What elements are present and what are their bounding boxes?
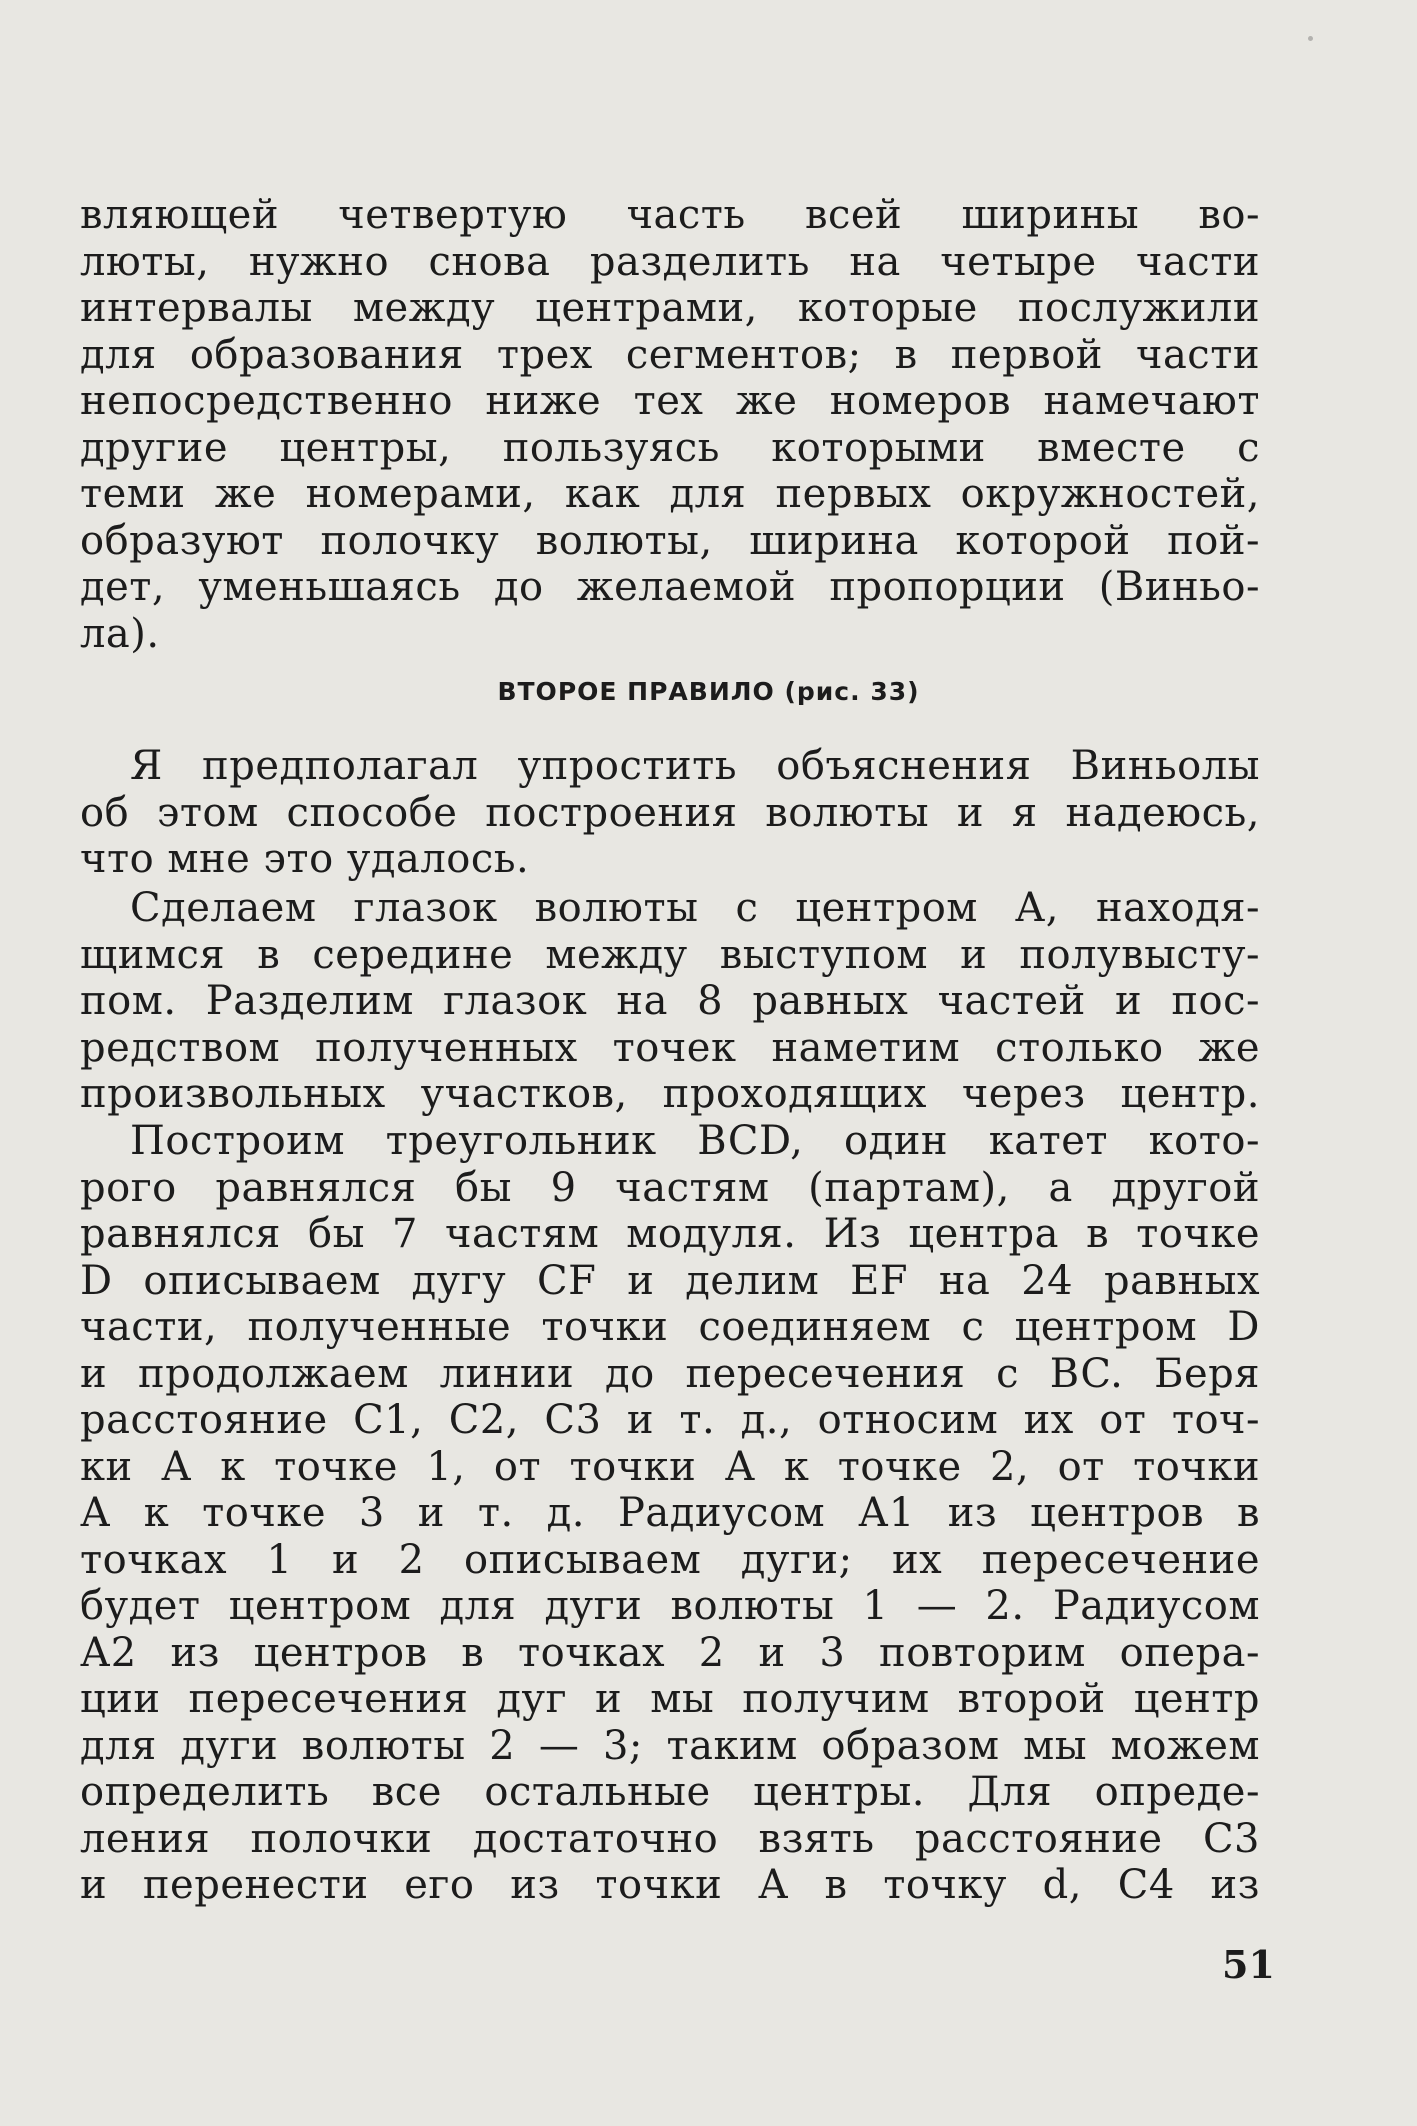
paper-speck: [1308, 36, 1313, 41]
text-line: расстояние C1, C2, C3 и т. д., относим их от точ-: [80, 1397, 1260, 1443]
text-line: пом. Разделим глазок на 8 равных частей и пос-: [80, 978, 1260, 1024]
text-line: Сделаем глазок волюты с центром А, находя-: [130, 885, 1260, 931]
text-line: об этом способе построения волюты и я надеюсь,: [80, 789, 1260, 836]
text-line: что мне это удалось.: [80, 836, 530, 882]
text-line: А к точке 3 и т. д. Радиусом А1 из центров в: [80, 1490, 1260, 1536]
text-line: образуют полочку волюты, ширина которой пой-: [80, 517, 1260, 564]
text-line: ла).: [80, 610, 160, 657]
text-line: ки А к точке 1, от точки А к точке 2, от точки: [80, 1443, 1260, 1490]
text-line: равнялся бы 7 частям модуля. Из центра в точке: [80, 1211, 1260, 1257]
text-line: и продолжаем линии до пересечения с BC. Беря: [80, 1350, 1260, 1397]
text-line: определить все остальные центры. Для опреде-: [80, 1769, 1260, 1815]
paragraph-1: [80, 192, 1260, 657]
text-line: ции пересечения дуг и мы получим второй центр: [80, 1676, 1260, 1722]
text-line: для образования трех сегментов; в первой части: [80, 331, 1260, 378]
text-line: точках 1 и 2 описываем дуги; их пересечение: [80, 1536, 1260, 1583]
text-line: для дуги волюты 2 — 3; таким образом мы можем: [80, 1722, 1260, 1769]
text-line: и перенести его из точки А в точку d, С4 из: [80, 1862, 1260, 1908]
text-line: редством полученных точек наметим столько же: [80, 1024, 1260, 1071]
text-line: Построим треугольник BCD, один катет кото-: [130, 1118, 1260, 1164]
text-line: люты, нужно снова разделить на четыре части: [80, 238, 1260, 285]
text-line: А2 из центров в точках 2 и 3 повторим опера-: [80, 1629, 1260, 1676]
paragraph-2: [80, 743, 1260, 883]
text-line: части, полученные точки соединяем с центром D: [80, 1304, 1260, 1350]
paragraph-4: [80, 1118, 1260, 1909]
text-line: D описываем дугу CF и делим EF на 24 равных: [80, 1257, 1260, 1304]
text-line: другие центры, пользуясь которыми вместе с: [80, 424, 1260, 471]
text-line: ления полочки достаточно взять расстояние С3: [80, 1815, 1260, 1862]
paragraph-3: [80, 885, 1260, 1118]
text-line: Я предполагал упростить объяснения Виньолы: [130, 743, 1260, 789]
section-heading: ВТОРОЕ ПРАВИЛО (рис. 33): [497, 677, 920, 706]
text-line: будет центром для дуги волюты 1 — 2. Радиусом: [80, 1583, 1260, 1629]
text-line: рого равнялся бы 9 частям (партам), а другой: [80, 1164, 1260, 1211]
text-line: дет, уменьшаясь до желаемой пропорции (Виньо-: [80, 564, 1260, 610]
text-line: интервалы между центрами, которые послужили: [80, 285, 1260, 331]
text-line: непосредственно ниже тех же номеров намечают: [80, 378, 1260, 424]
text-line: произвольных участков, проходящих через центр.: [80, 1071, 1260, 1117]
text-line: щимся в середине между выступом и полувысту-: [80, 931, 1260, 978]
page-number: 51: [1222, 1942, 1275, 1987]
text-line: вляющей четвертую часть всей ширины во-: [80, 192, 1260, 238]
text-line: теми же номерами, как для первых окружностей,: [80, 471, 1260, 517]
